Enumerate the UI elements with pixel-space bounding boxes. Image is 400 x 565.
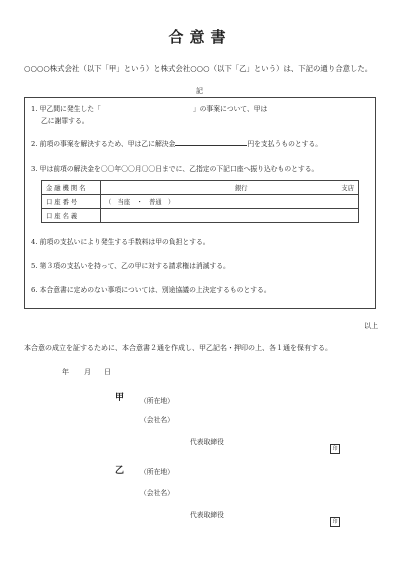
term-number: 1.	[31, 105, 38, 113]
term-item-2	[31, 138, 322, 150]
term-item-3	[31, 164, 318, 175]
ijo-text: 以上	[364, 322, 378, 330]
seal-icon: 印	[330, 444, 340, 454]
term-text: 前項の支払いにより発生する手数料は甲の負担とする。	[39, 238, 210, 246]
term-number: 4.	[31, 238, 38, 246]
table-row	[42, 209, 359, 223]
table-row	[42, 181, 359, 195]
date-day: 日	[104, 368, 111, 376]
terms-box	[24, 97, 376, 309]
intro-text: ○○○○株式会社（以下「甲」という）と株式会社○○○（以下「乙」という）は、下記の通り合意した。	[24, 64, 373, 73]
term-item-1-cont: 乙に謝罪する。	[41, 117, 89, 125]
term-item-1	[31, 104, 267, 115]
party-b-seal-mark	[330, 508, 340, 527]
term-number: 2.	[31, 140, 38, 148]
term-text: 円を支払うものとする。	[247, 140, 323, 148]
document-title: 合意書	[168, 28, 232, 46]
bank-suffix: 銀行	[235, 185, 248, 192]
proof-text: 本合意の成立を証するために、本合意書２通を作成し、甲乙記名・押印の上、各１通を保有する。	[24, 344, 332, 352]
bank-name-cell	[101, 181, 359, 195]
bank-account-table	[41, 180, 359, 223]
table-row	[42, 195, 359, 209]
party-b-company-label: （会社名）	[140, 489, 174, 497]
date-month: 月	[84, 368, 91, 376]
term-text: 甲乙間に発生した「	[39, 105, 101, 113]
party-a-address-label: （所在地）	[140, 397, 174, 405]
party-b-address-label: （所在地）	[140, 468, 174, 476]
term-item-5	[31, 261, 230, 272]
account-holder-label: 口座名義	[42, 209, 101, 223]
term-text: 」の事案について、甲は	[192, 105, 268, 113]
account-type-cell: （ 当座 ・ 普通 ）	[101, 195, 359, 209]
amount-blank	[175, 138, 247, 146]
term-item-6	[31, 285, 271, 296]
party-a-rep-label: 代表取締役	[190, 438, 224, 446]
term-text: 前項の事案を解決するため、甲は乙に解決金	[39, 140, 176, 148]
term-text: 甲は前項の解決金を〇〇年〇〇月〇〇日までに、乙指定の下記口座へ振り込むものとする。	[39, 165, 319, 173]
term-text: 第３項の支払いを持って、乙の甲に対する請求権は消滅する。	[39, 262, 230, 270]
party-a-seal-mark	[330, 435, 340, 454]
account-holder-cell	[101, 209, 359, 223]
party-a-mark: 甲	[115, 393, 125, 403]
ki-heading: 記	[196, 87, 203, 95]
account-number-label: 口座番号	[42, 195, 101, 209]
term-item-4	[31, 237, 210, 248]
term-text: 本合意書に定めのない事項については、別途協議の上決定するものとする。	[39, 286, 271, 294]
seal-icon: 印	[330, 517, 340, 527]
date-year: 年	[62, 368, 69, 376]
party-b-mark: 乙	[115, 466, 125, 476]
party-b-rep-label: 代表取締役	[190, 511, 224, 519]
term-number: 5.	[31, 262, 38, 270]
branch-suffix: 支店	[341, 185, 354, 192]
term-number: 6.	[31, 286, 38, 294]
party-a-company-label: （会社名）	[140, 416, 174, 424]
term-number: 3.	[31, 165, 38, 173]
bank-name-label: 金融機関名	[42, 181, 101, 195]
